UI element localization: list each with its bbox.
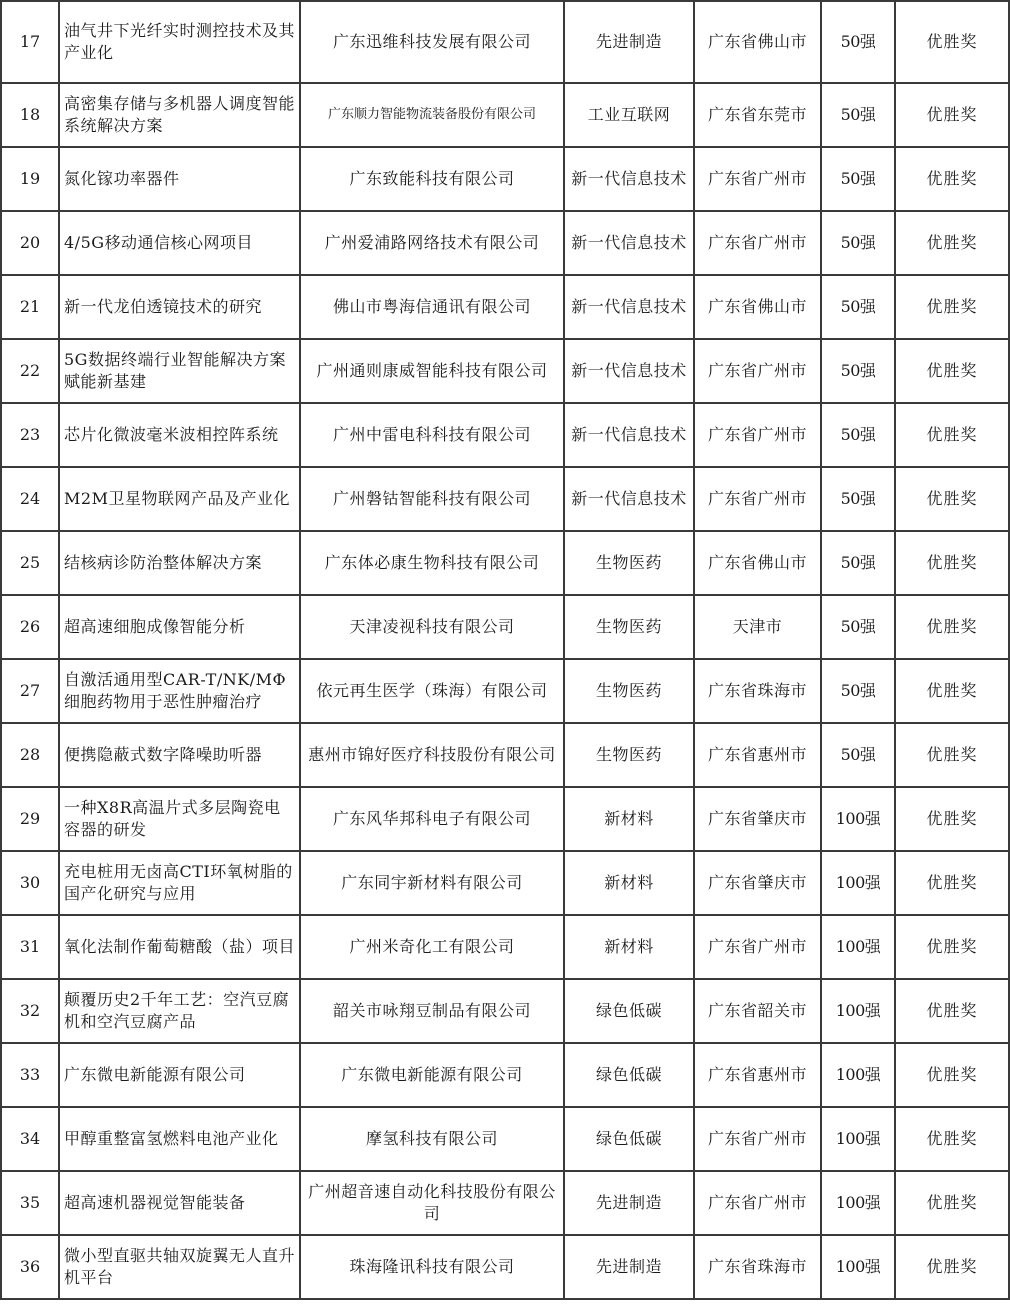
project-name: M2M卫星物联网产品及产业化 [59,467,300,531]
rank: 50强 [821,1,895,83]
award: 优胜奖 [895,979,1009,1043]
table-row-34 [1,1107,1009,1171]
row-number: 30 [1,851,59,915]
award: 优胜奖 [895,723,1009,787]
project-name: 新一代龙伯透镜技术的研究 [59,275,300,339]
rank: 50强 [821,659,895,723]
industry-field: 绿色低碳 [564,979,694,1043]
rank: 50强 [821,723,895,787]
company-name: 广州中雷电科科技有限公司 [300,403,564,467]
table-row-21 [1,275,1009,339]
row-number: 26 [1,595,59,659]
rank: 100强 [821,1043,895,1107]
rank: 50强 [821,595,895,659]
award: 优胜奖 [895,659,1009,723]
project-name: 颠覆历史2千年工艺：空汽豆腐机和空汽豆腐产品 [59,979,300,1043]
award: 优胜奖 [895,403,1009,467]
industry-field: 新材料 [564,851,694,915]
industry-field: 生物医药 [564,723,694,787]
industry-field: 新材料 [564,915,694,979]
company-name: 惠州市锦好医疗科技股份有限公司 [300,723,564,787]
industry-field: 新一代信息技术 [564,275,694,339]
project-name: 超高速细胞成像智能分析 [59,595,300,659]
award: 优胜奖 [895,1171,1009,1235]
company-name: 广州米奇化工有限公司 [300,915,564,979]
award: 优胜奖 [895,787,1009,851]
table-row-29 [1,787,1009,851]
location: 广东省广州市 [694,211,821,275]
project-name: 微小型直驱共轴双旋翼无人直升机平台 [59,1235,300,1299]
company-name: 摩氢科技有限公司 [300,1107,564,1171]
table-row-19 [1,147,1009,211]
rank: 50强 [821,275,895,339]
company-name: 韶关市咏翔豆制品有限公司 [300,979,564,1043]
location: 广东省广州市 [694,1107,821,1171]
location: 广东省广州市 [694,339,821,403]
row-number: 25 [1,531,59,595]
project-name: 4/5G移动通信核心网项目 [59,211,300,275]
row-number: 31 [1,915,59,979]
location: 广东省佛山市 [694,531,821,595]
location: 广东省肇庆市 [694,787,821,851]
row-number: 23 [1,403,59,467]
row-number: 27 [1,659,59,723]
rank: 50强 [821,467,895,531]
location: 广东省广州市 [694,147,821,211]
industry-field: 先进制造 [564,1235,694,1299]
industry-field: 新一代信息技术 [564,467,694,531]
row-number: 22 [1,339,59,403]
project-name: 便携隐蔽式数字降噪助听器 [59,723,300,787]
location: 广东省东莞市 [694,83,821,147]
rank: 50强 [821,339,895,403]
rank: 100强 [821,915,895,979]
location: 广东省肇庆市 [694,851,821,915]
row-number: 18 [1,83,59,147]
row-number: 29 [1,787,59,851]
row-number: 32 [1,979,59,1043]
award: 优胜奖 [895,1107,1009,1171]
award-table-body [1,1,1009,1299]
table-row-27 [1,659,1009,723]
award: 优胜奖 [895,467,1009,531]
award: 优胜奖 [895,1043,1009,1107]
location: 广东省韶关市 [694,979,821,1043]
rank: 100强 [821,851,895,915]
industry-field: 新一代信息技术 [564,339,694,403]
industry-field: 生物医药 [564,595,694,659]
industry-field: 新一代信息技术 [564,147,694,211]
row-number: 20 [1,211,59,275]
award: 优胜奖 [895,339,1009,403]
table-row-25 [1,531,1009,595]
project-name: 油气井下光纤实时测控技术及其产业化 [59,1,300,83]
project-name: 氮化镓功率器件 [59,147,300,211]
location: 广东省珠海市 [694,659,821,723]
table-row-24 [1,467,1009,531]
rank: 50强 [821,403,895,467]
award: 优胜奖 [895,595,1009,659]
industry-field: 绿色低碳 [564,1043,694,1107]
company-name: 依元再生医学（珠海）有限公司 [300,659,564,723]
rank: 50强 [821,211,895,275]
company-name: 广东体必康生物科技有限公司 [300,531,564,595]
company-name: 广东同宇新材料有限公司 [300,851,564,915]
table-row-26 [1,595,1009,659]
project-name: 5G数据终端行业智能解决方案赋能新基建 [59,339,300,403]
award: 优胜奖 [895,147,1009,211]
company-name: 珠海隆讯科技有限公司 [300,1235,564,1299]
table-row-30 [1,851,1009,915]
rank: 50强 [821,531,895,595]
company-name: 广东迅维科技发展有限公司 [300,1,564,83]
table-row-22 [1,339,1009,403]
table-row-20 [1,211,1009,275]
rank: 100强 [821,787,895,851]
location: 广东省佛山市 [694,275,821,339]
company-name: 广州爱浦路网络技术有限公司 [300,211,564,275]
project-name: 超高速机器视觉智能装备 [59,1171,300,1235]
location: 广东省广州市 [694,915,821,979]
company-name: 佛山市粤海信通讯有限公司 [300,275,564,339]
award: 优胜奖 [895,915,1009,979]
award: 优胜奖 [895,531,1009,595]
location: 广东省广州市 [694,467,821,531]
award: 优胜奖 [895,851,1009,915]
table-row-36 [1,1235,1009,1299]
project-name: 甲醇重整富氢燃料电池产业化 [59,1107,300,1171]
project-name: 高密集存储与多机器人调度智能系统解决方案 [59,83,300,147]
location: 广东省珠海市 [694,1235,821,1299]
table-row-33 [1,1043,1009,1107]
industry-field: 先进制造 [564,1,694,83]
industry-field: 先进制造 [564,1171,694,1235]
project-name: 结核病诊防治整体解决方案 [59,531,300,595]
company-name: 广州通则康威智能科技有限公司 [300,339,564,403]
project-name: 自激活通用型CAR-T/NK/MΦ细胞药物用于恶性肿瘤治疗 [59,659,300,723]
rank: 50强 [821,147,895,211]
row-number: 17 [1,1,59,83]
row-number: 34 [1,1107,59,1171]
table-row-23 [1,403,1009,467]
company-name: 广东风华邦科电子有限公司 [300,787,564,851]
industry-field: 生物医药 [564,531,694,595]
row-number: 28 [1,723,59,787]
company-name: 广东顺力智能物流装备股份有限公司 [300,83,564,147]
row-number: 36 [1,1235,59,1299]
location: 广东省惠州市 [694,1043,821,1107]
project-name: 氧化法制作葡萄糖酸（盐）项目 [59,915,300,979]
project-name: 芯片化微波毫米波相控阵系统 [59,403,300,467]
award: 优胜奖 [895,275,1009,339]
table-row-32 [1,979,1009,1043]
company-name: 广东微电新能源有限公司 [300,1043,564,1107]
table-row-18 [1,83,1009,147]
company-name: 广东致能科技有限公司 [300,147,564,211]
industry-field: 新一代信息技术 [564,403,694,467]
industry-field: 工业互联网 [564,83,694,147]
location: 广东省佛山市 [694,1,821,83]
table-row-17 [1,1,1009,83]
row-number: 21 [1,275,59,339]
project-name: 充电桩用无卤高CTI环氧树脂的国产化研究与应用 [59,851,300,915]
location: 天津市 [694,595,821,659]
location: 广东省广州市 [694,1171,821,1235]
award: 优胜奖 [895,83,1009,147]
award: 优胜奖 [895,211,1009,275]
rank: 100强 [821,1171,895,1235]
location: 广东省惠州市 [694,723,821,787]
location: 广东省广州市 [694,403,821,467]
award: 优胜奖 [895,1235,1009,1299]
rank: 100强 [821,1107,895,1171]
rank: 100强 [821,1235,895,1299]
rank: 100强 [821,979,895,1043]
table-row-31 [1,915,1009,979]
row-number: 24 [1,467,59,531]
company-name: 天津凌视科技有限公司 [300,595,564,659]
table-row-35 [1,1171,1009,1235]
project-name: 广东微电新能源有限公司 [59,1043,300,1107]
row-number: 33 [1,1043,59,1107]
rank: 50强 [821,83,895,147]
industry-field: 绿色低碳 [564,1107,694,1171]
award: 优胜奖 [895,1,1009,83]
row-number: 35 [1,1171,59,1235]
project-name: 一种X8R高温片式多层陶瓷电容器的研发 [59,787,300,851]
industry-field: 生物医药 [564,659,694,723]
row-number: 19 [1,147,59,211]
company-name: 广州超音速自动化科技股份有限公司 [300,1171,564,1235]
industry-field: 新一代信息技术 [564,211,694,275]
company-name: 广州磐钴智能科技有限公司 [300,467,564,531]
industry-field: 新材料 [564,787,694,851]
table-row-28 [1,723,1009,787]
